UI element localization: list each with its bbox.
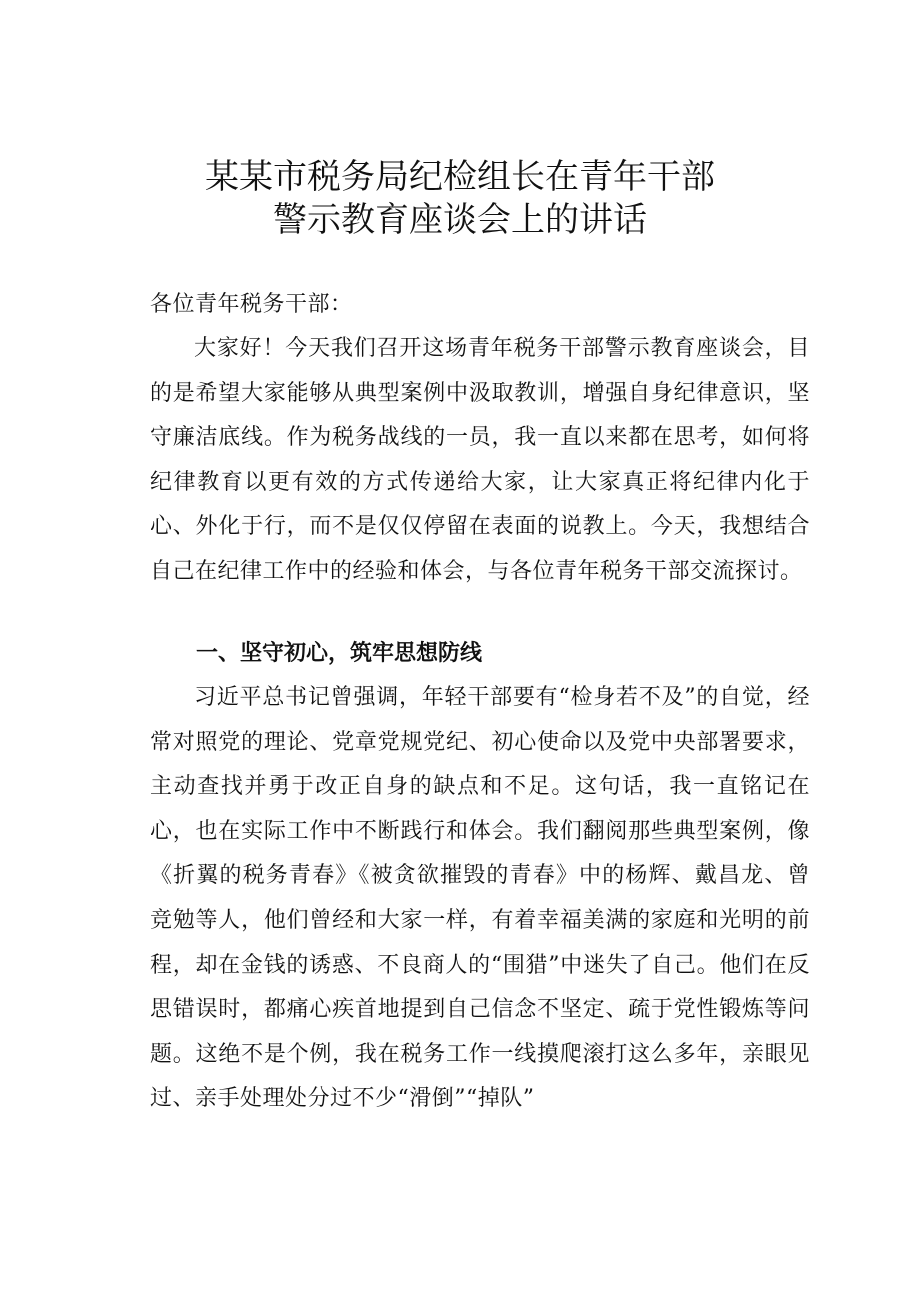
document-title-line-1: 某某市税务局纪检组长在青年干部 [205,157,715,197]
section-1-paragraph: 习近平总书记曾强调，年轻干部要有“检身若不及”的自觉，经常对照党的理论、党章党规党纪、初心使命以及党中央部署要求，主动查找并勇于改正自身的缺点和不足。这句话，我一直铭记在心，也在实际工作中不断践行和体会。我们翻阅那些典型案例，像《折翼的税务青春》《被贪欲摧毁的青春》中的杨辉、戴昌龙、曾竞勉等人，他们曾经和大家一样，有着幸福美满的家庭和光明的前程，却在金钱的诱惑、不良商人的“围猎”中迷失了自己。他们在反思错误时，都痛心疾首地提到自己信念不坚定、疏于党性锻炼等问题。这绝不是个例，我在税务工作一线摸爬滚打这么多年，亲眼见过、亲手处理处分过不少“滑倒”“掉队” [150,685,810,1112]
section-heading-1: 一、坚守初心，筑牢思想防线 [196,641,483,666]
salutation: 各位青年税务干部： [150,292,353,317]
opening-paragraph: 大家好！今天我们召开这场青年税务干部警示教育座谈会，目的是希望大家能够从典型案例中汲取教训，增强自身纪律意识，坚守廉洁底线。作为税务战线的一员，我一直以来都在思考，如何将纪律教育以更有效的方式传递给大家，让大家真正将纪律内化于心、外化于行，而不是仅仅停留在表面的说教上。今天，我想结合自己在纪律工作中的经验和体会，与各位青年税务干部交流探讨。 [150,336,810,584]
document-title-line-2: 警示教育座谈会上的讲话 [273,200,647,240]
